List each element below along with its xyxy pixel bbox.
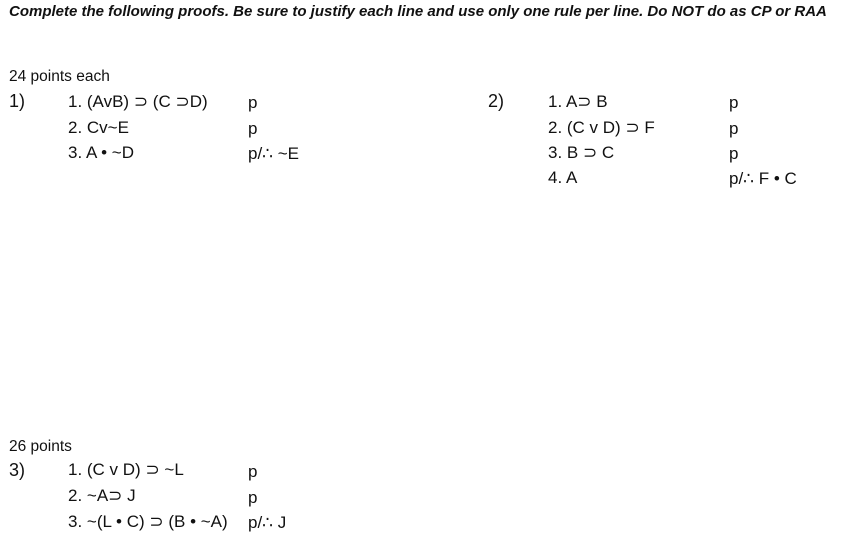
points-label-26: 26 points bbox=[9, 438, 72, 455]
justification: p bbox=[729, 144, 739, 163]
proof-line: 4. A bbox=[548, 168, 578, 187]
points-label-24: 24 points each bbox=[9, 68, 110, 85]
justification: p bbox=[248, 462, 258, 481]
proof-line: 1. A⊃ B bbox=[548, 92, 608, 111]
problem-number: 2) bbox=[488, 91, 505, 111]
proof-line: 1. (C v D) ⊃ ~L bbox=[68, 460, 184, 479]
instructions: Complete the following proofs. Be sure to justify each line and use only one rule per line. Do NOT do as CP or RAA bbox=[9, 3, 827, 20]
problem-number: 3) bbox=[9, 460, 26, 480]
justification: p/∴ F • C bbox=[729, 169, 797, 188]
proof-line: 2. (C v D) ⊃ F bbox=[548, 118, 655, 137]
proof-line: 3. ~(L • C) ⊃ (B • ~A) bbox=[68, 512, 228, 531]
proof-line: 3. B ⊃ C bbox=[548, 143, 615, 162]
proof-line: 3. A • ~D bbox=[68, 143, 134, 162]
proof-line: 2. Cv~E bbox=[68, 118, 129, 137]
justification: p/∴ J bbox=[248, 513, 287, 532]
justification: p bbox=[248, 488, 258, 507]
problem-number: 1) bbox=[9, 91, 26, 111]
justification: p bbox=[729, 93, 739, 112]
proof-line: 1. (AvB) ⊃ (C ⊃D) bbox=[68, 92, 208, 111]
justification: p bbox=[248, 119, 258, 138]
justification: p/∴ ~E bbox=[248, 144, 299, 163]
justification: p bbox=[729, 119, 739, 138]
justification: p bbox=[248, 93, 258, 112]
proof-line: 2. ~A⊃ J bbox=[68, 486, 136, 505]
